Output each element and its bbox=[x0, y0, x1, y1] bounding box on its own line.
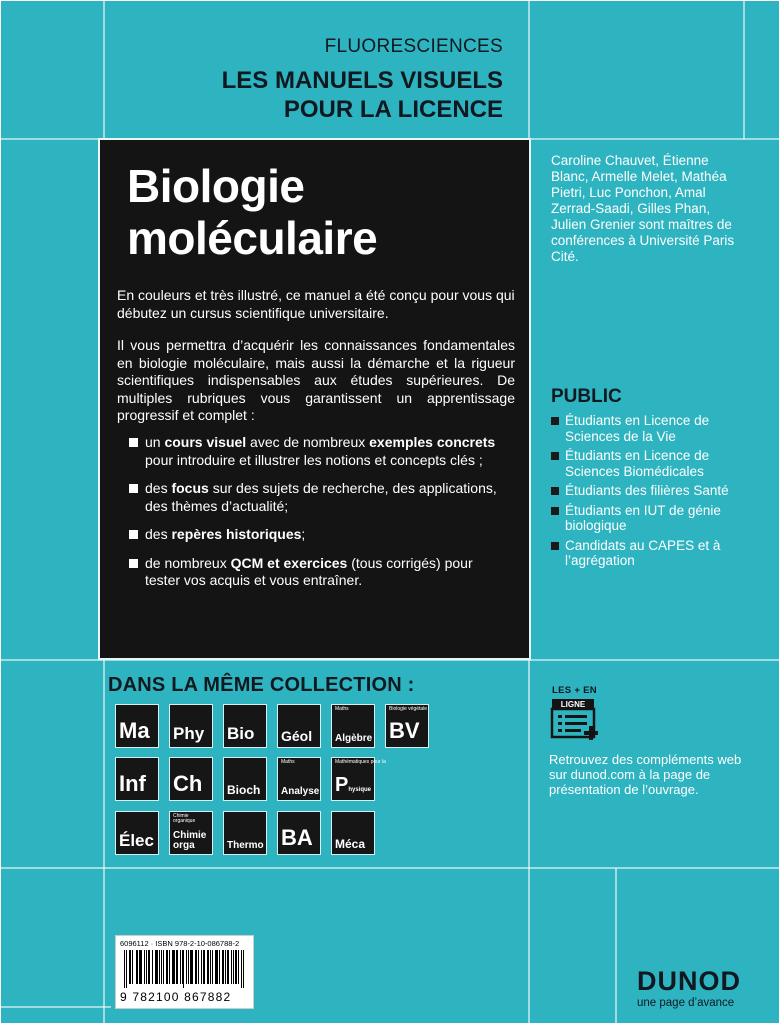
collection-tile-label bbox=[281, 786, 319, 797]
bullet-square-icon bbox=[551, 452, 559, 460]
collection-tile-label bbox=[281, 825, 313, 851]
grid-line bbox=[103, 660, 105, 1023]
series-title-line1: LES MANUELS VISUELS bbox=[221, 67, 503, 94]
barcode-bar bbox=[176, 950, 177, 984]
public-item bbox=[551, 483, 751, 499]
collection-tile-label bbox=[173, 771, 202, 797]
collection-tile-label-text: Analyse bbox=[281, 786, 320, 797]
collection-tile-label bbox=[227, 724, 254, 744]
barcode-bar bbox=[227, 950, 228, 984]
series-title-line2: POUR LA LICENCE bbox=[283, 96, 503, 123]
public-item-text: Étudiants en Licence de Sciences de la Vie bbox=[565, 413, 710, 444]
description-panel bbox=[98, 138, 531, 660]
barcode-bar bbox=[163, 950, 164, 984]
grid-line bbox=[1, 867, 779, 869]
collection-tile bbox=[223, 811, 267, 855]
grid-line bbox=[743, 1, 745, 139]
collection-tile bbox=[115, 757, 159, 801]
collection-tile-label bbox=[335, 837, 365, 851]
online-tag: LES + EN bbox=[552, 685, 597, 696]
grid-line bbox=[1, 1006, 111, 1008]
barcode-bar bbox=[191, 950, 192, 984]
collection-tile-label-text: Phy bbox=[173, 724, 205, 743]
barcode-bar bbox=[169, 950, 170, 984]
feature-text: (tous corrigés) pour tester vos acquis et vous entraîner. bbox=[145, 554, 473, 588]
public-item-text: Étudiants en IUT de génie biologique bbox=[565, 502, 721, 533]
collection-tile bbox=[169, 811, 213, 855]
public-item bbox=[551, 538, 751, 569]
collection-tile-label-text: Chimie orga bbox=[173, 830, 207, 851]
barcode-bar bbox=[195, 950, 196, 984]
barcode-bar bbox=[215, 950, 216, 984]
series-name: FLUORESCIENCES bbox=[324, 36, 503, 57]
collection-tile-subtitle: Maths bbox=[281, 759, 295, 765]
online-text: Retrouvez des compléments web sur dunod.com à la page de présentation de l’ouvrage. bbox=[549, 752, 742, 797]
public-item bbox=[551, 448, 751, 479]
book-title-line1: Biologie bbox=[127, 160, 305, 212]
barcode-bar bbox=[216, 950, 217, 984]
bullet-square-icon bbox=[129, 559, 138, 568]
ean-number: 9 782100 867882 bbox=[120, 990, 232, 1004]
collection-heading: DANS LA MÊME COLLECTION : bbox=[108, 674, 415, 696]
barcode-bar bbox=[144, 950, 145, 984]
feature-text: ; bbox=[301, 526, 306, 542]
collection-tile bbox=[277, 811, 321, 855]
authors-text: Caroline Chauvet, Étienne Blanc, Armelle Melet, Mathéa Pietri, Luc Ponchon, Amal Zerrad-Saadi, Gilles Phan, Julien Grenier sont maîtres de conférences à Université Paris Cité. bbox=[551, 153, 735, 264]
collection-tile-label-suffix: hysique bbox=[348, 787, 372, 793]
barcode-bar bbox=[233, 950, 234, 984]
barcode-bar bbox=[190, 950, 191, 984]
collection-tile-label bbox=[173, 724, 204, 744]
barcode-bar bbox=[136, 950, 137, 984]
feature-text: un bbox=[145, 434, 165, 450]
feature-emphasis: repères historiques bbox=[171, 526, 302, 542]
online-box-label: LIGNE bbox=[560, 700, 586, 709]
collection-tile-subtitle: Chimie organique bbox=[173, 813, 196, 824]
barcode-bar bbox=[173, 950, 174, 984]
collection-tile-label bbox=[227, 783, 260, 797]
barcode-bar bbox=[236, 950, 237, 984]
barcode-bar bbox=[235, 950, 236, 984]
feature-list bbox=[129, 434, 509, 601]
barcode-bar bbox=[201, 950, 202, 984]
barcode-bar bbox=[243, 950, 244, 988]
collection-tile-label-text: Inf bbox=[119, 771, 146, 796]
barcode-bar bbox=[203, 950, 204, 984]
intro-text: En couleurs et très illustré, ce manuel a été conçu pour vous qui débutez un cursus scientifique universitaire. bbox=[117, 287, 515, 321]
barcode-bar bbox=[139, 950, 140, 984]
feature-text: avec de nombreux bbox=[246, 434, 370, 450]
barcode-bar bbox=[210, 950, 211, 984]
collection-tile-label bbox=[335, 733, 372, 744]
collection-tile-label-text: Ma bbox=[119, 718, 150, 743]
barcode-bar bbox=[217, 950, 218, 984]
feature-emphasis: QCM et exercices bbox=[230, 554, 348, 571]
barcode-bar bbox=[222, 950, 223, 984]
collection-tile-subtitle: Maths bbox=[335, 706, 349, 712]
barcode-bar bbox=[177, 950, 178, 984]
collection-tile-label bbox=[119, 718, 150, 744]
barcode-bar bbox=[155, 950, 156, 984]
collection-tile bbox=[223, 704, 267, 748]
barcode-bar bbox=[196, 950, 197, 984]
barcode-bar bbox=[149, 950, 150, 984]
barcode-bar bbox=[225, 950, 226, 984]
collection-tile bbox=[115, 811, 159, 855]
publisher-tagline: une page d’avance bbox=[637, 997, 735, 1009]
barcode-bar bbox=[140, 950, 141, 984]
feature-text: des bbox=[145, 480, 172, 496]
public-item-text: Étudiants en Licence de Sciences Biomédicales bbox=[565, 448, 710, 479]
barcode-bar bbox=[157, 950, 158, 984]
feature-item bbox=[129, 526, 509, 544]
feature-item bbox=[129, 480, 509, 515]
collection-tile bbox=[277, 757, 321, 801]
public-item-text: Candidats au CAPES et à l’agrégation bbox=[565, 537, 721, 568]
barcode-bar bbox=[241, 950, 242, 988]
barcode-bar bbox=[148, 950, 149, 984]
feature-emphasis: exemples concrets bbox=[369, 434, 496, 450]
barcode-bar bbox=[223, 950, 224, 984]
series-title bbox=[141, 66, 503, 124]
collection-tile bbox=[331, 811, 375, 855]
publisher-logo: DUNOD bbox=[637, 966, 741, 996]
grid-line bbox=[615, 868, 617, 1023]
barcode-bar bbox=[204, 950, 205, 984]
collection-tile bbox=[331, 704, 375, 748]
barcode-bar bbox=[180, 950, 181, 984]
feature-item bbox=[129, 555, 509, 590]
feature-text: de nombreux bbox=[145, 554, 231, 571]
barcode-bar bbox=[172, 950, 173, 984]
collection-tile bbox=[385, 704, 429, 748]
bullet-square-icon bbox=[551, 507, 559, 515]
public-heading: PUBLIC bbox=[551, 386, 622, 407]
collection-tile-label-text: Thermo bbox=[227, 840, 264, 851]
public-list bbox=[551, 413, 751, 573]
collection-tile-label-text: Géol bbox=[281, 728, 313, 744]
public-item bbox=[551, 503, 751, 534]
barcode-bar bbox=[132, 950, 133, 984]
online-document-plus-icon bbox=[552, 699, 600, 741]
collection-tile-label bbox=[119, 771, 146, 797]
barcode-bar bbox=[166, 950, 167, 984]
description-paragraph: Il vous permettra d’acquérir les connaissances fondamentales en biologie moléculaire, mais aussi la démarche et la rigueur scientifiques indispensables aux études supérieures. De multiples rubriques vous garantissent un apprentissage progressif et complet : bbox=[117, 337, 515, 423]
public-item-text: Étudiants des filières Santé bbox=[565, 483, 729, 498]
barcode-bar bbox=[141, 950, 142, 984]
bullet-square-icon bbox=[551, 487, 559, 495]
collection-tile-label-text: Bioch bbox=[227, 783, 261, 797]
bullet-square-icon bbox=[129, 484, 138, 493]
barcode-bar bbox=[198, 950, 199, 984]
barcode-bar bbox=[207, 950, 208, 984]
collection-tile-subtitle: Biologie végétale bbox=[389, 706, 428, 712]
collection-tile-subtitle: Mathématiques pour la bbox=[335, 759, 386, 765]
collection-tile-label-text: Élec bbox=[119, 831, 154, 850]
barcode-bar bbox=[231, 950, 232, 984]
grid-line bbox=[103, 1, 105, 138]
barcode-bar bbox=[174, 950, 175, 984]
feature-text: sur des sujets de recherche, des applications, des thèmes d’actualité; bbox=[145, 480, 497, 514]
barcode-bar bbox=[130, 950, 131, 984]
collection-tile-label-text: Ch bbox=[173, 771, 203, 796]
barcode-bar bbox=[182, 950, 183, 984]
book-back-cover bbox=[1, 1, 779, 1023]
collection-tile-label-text: P bbox=[335, 774, 349, 796]
barcode-bar bbox=[161, 950, 162, 984]
barcode-bar bbox=[129, 950, 130, 984]
feature-text: pour introduire et illustrer les notions et concepts clés ; bbox=[145, 451, 483, 468]
barcode-bar bbox=[238, 950, 239, 984]
collection-tile-label bbox=[227, 840, 264, 851]
barcode-bar bbox=[137, 950, 138, 984]
barcode-bar bbox=[208, 950, 209, 984]
bullet-square-icon bbox=[551, 542, 559, 550]
book-title bbox=[127, 160, 517, 264]
bullet-square-icon bbox=[129, 530, 138, 539]
collection-tile-label-text: Algèbre bbox=[335, 733, 373, 744]
barcode-bar bbox=[219, 950, 220, 984]
bullet-square-icon bbox=[129, 438, 138, 447]
barcode-bar bbox=[124, 950, 125, 988]
barcode-bar bbox=[159, 950, 160, 984]
bullet-square-icon bbox=[551, 417, 559, 425]
barcode-bar bbox=[152, 950, 153, 984]
barcode-bar bbox=[212, 950, 213, 984]
collection-tile bbox=[223, 757, 267, 801]
collection-tile bbox=[169, 757, 213, 801]
barcode-bar bbox=[228, 950, 229, 984]
collection-tile-label-text: BA bbox=[281, 825, 313, 850]
collection-tile-label bbox=[389, 718, 420, 744]
collection-tile bbox=[277, 704, 321, 748]
feature-text: des bbox=[145, 526, 172, 542]
collection-tile bbox=[115, 704, 159, 748]
public-item bbox=[551, 413, 751, 444]
book-title-line2: moléculaire bbox=[127, 212, 378, 264]
collection-tile-label-text: Bio bbox=[227, 724, 255, 743]
barcode-bar bbox=[146, 950, 147, 984]
barcode bbox=[115, 935, 254, 1009]
collection-tile-label-text: Méca bbox=[335, 837, 366, 851]
barcode-bar bbox=[188, 950, 189, 984]
barcode-bar bbox=[186, 950, 187, 984]
collection-tile bbox=[169, 704, 213, 748]
collection-tile-label bbox=[335, 774, 371, 797]
barcode-bar bbox=[156, 950, 157, 984]
barcode-bars bbox=[124, 950, 245, 988]
collection-tile-label bbox=[281, 728, 312, 744]
collection-tile-label bbox=[173, 831, 213, 851]
feature-emphasis: cours visuel bbox=[164, 434, 247, 450]
collection-tile-label-text: BV bbox=[389, 718, 420, 743]
barcode-bar bbox=[183, 950, 184, 988]
barcode-bar bbox=[167, 950, 168, 984]
isbn-line: 6096112 · ISBN 978-2-10-086788-2 bbox=[120, 939, 240, 948]
barcode-bar bbox=[126, 950, 127, 988]
collection-tile-label bbox=[119, 831, 154, 851]
collection-tile bbox=[331, 757, 386, 801]
barcode-bar bbox=[192, 950, 193, 984]
feature-item bbox=[129, 434, 509, 469]
feature-emphasis: focus bbox=[171, 480, 209, 496]
